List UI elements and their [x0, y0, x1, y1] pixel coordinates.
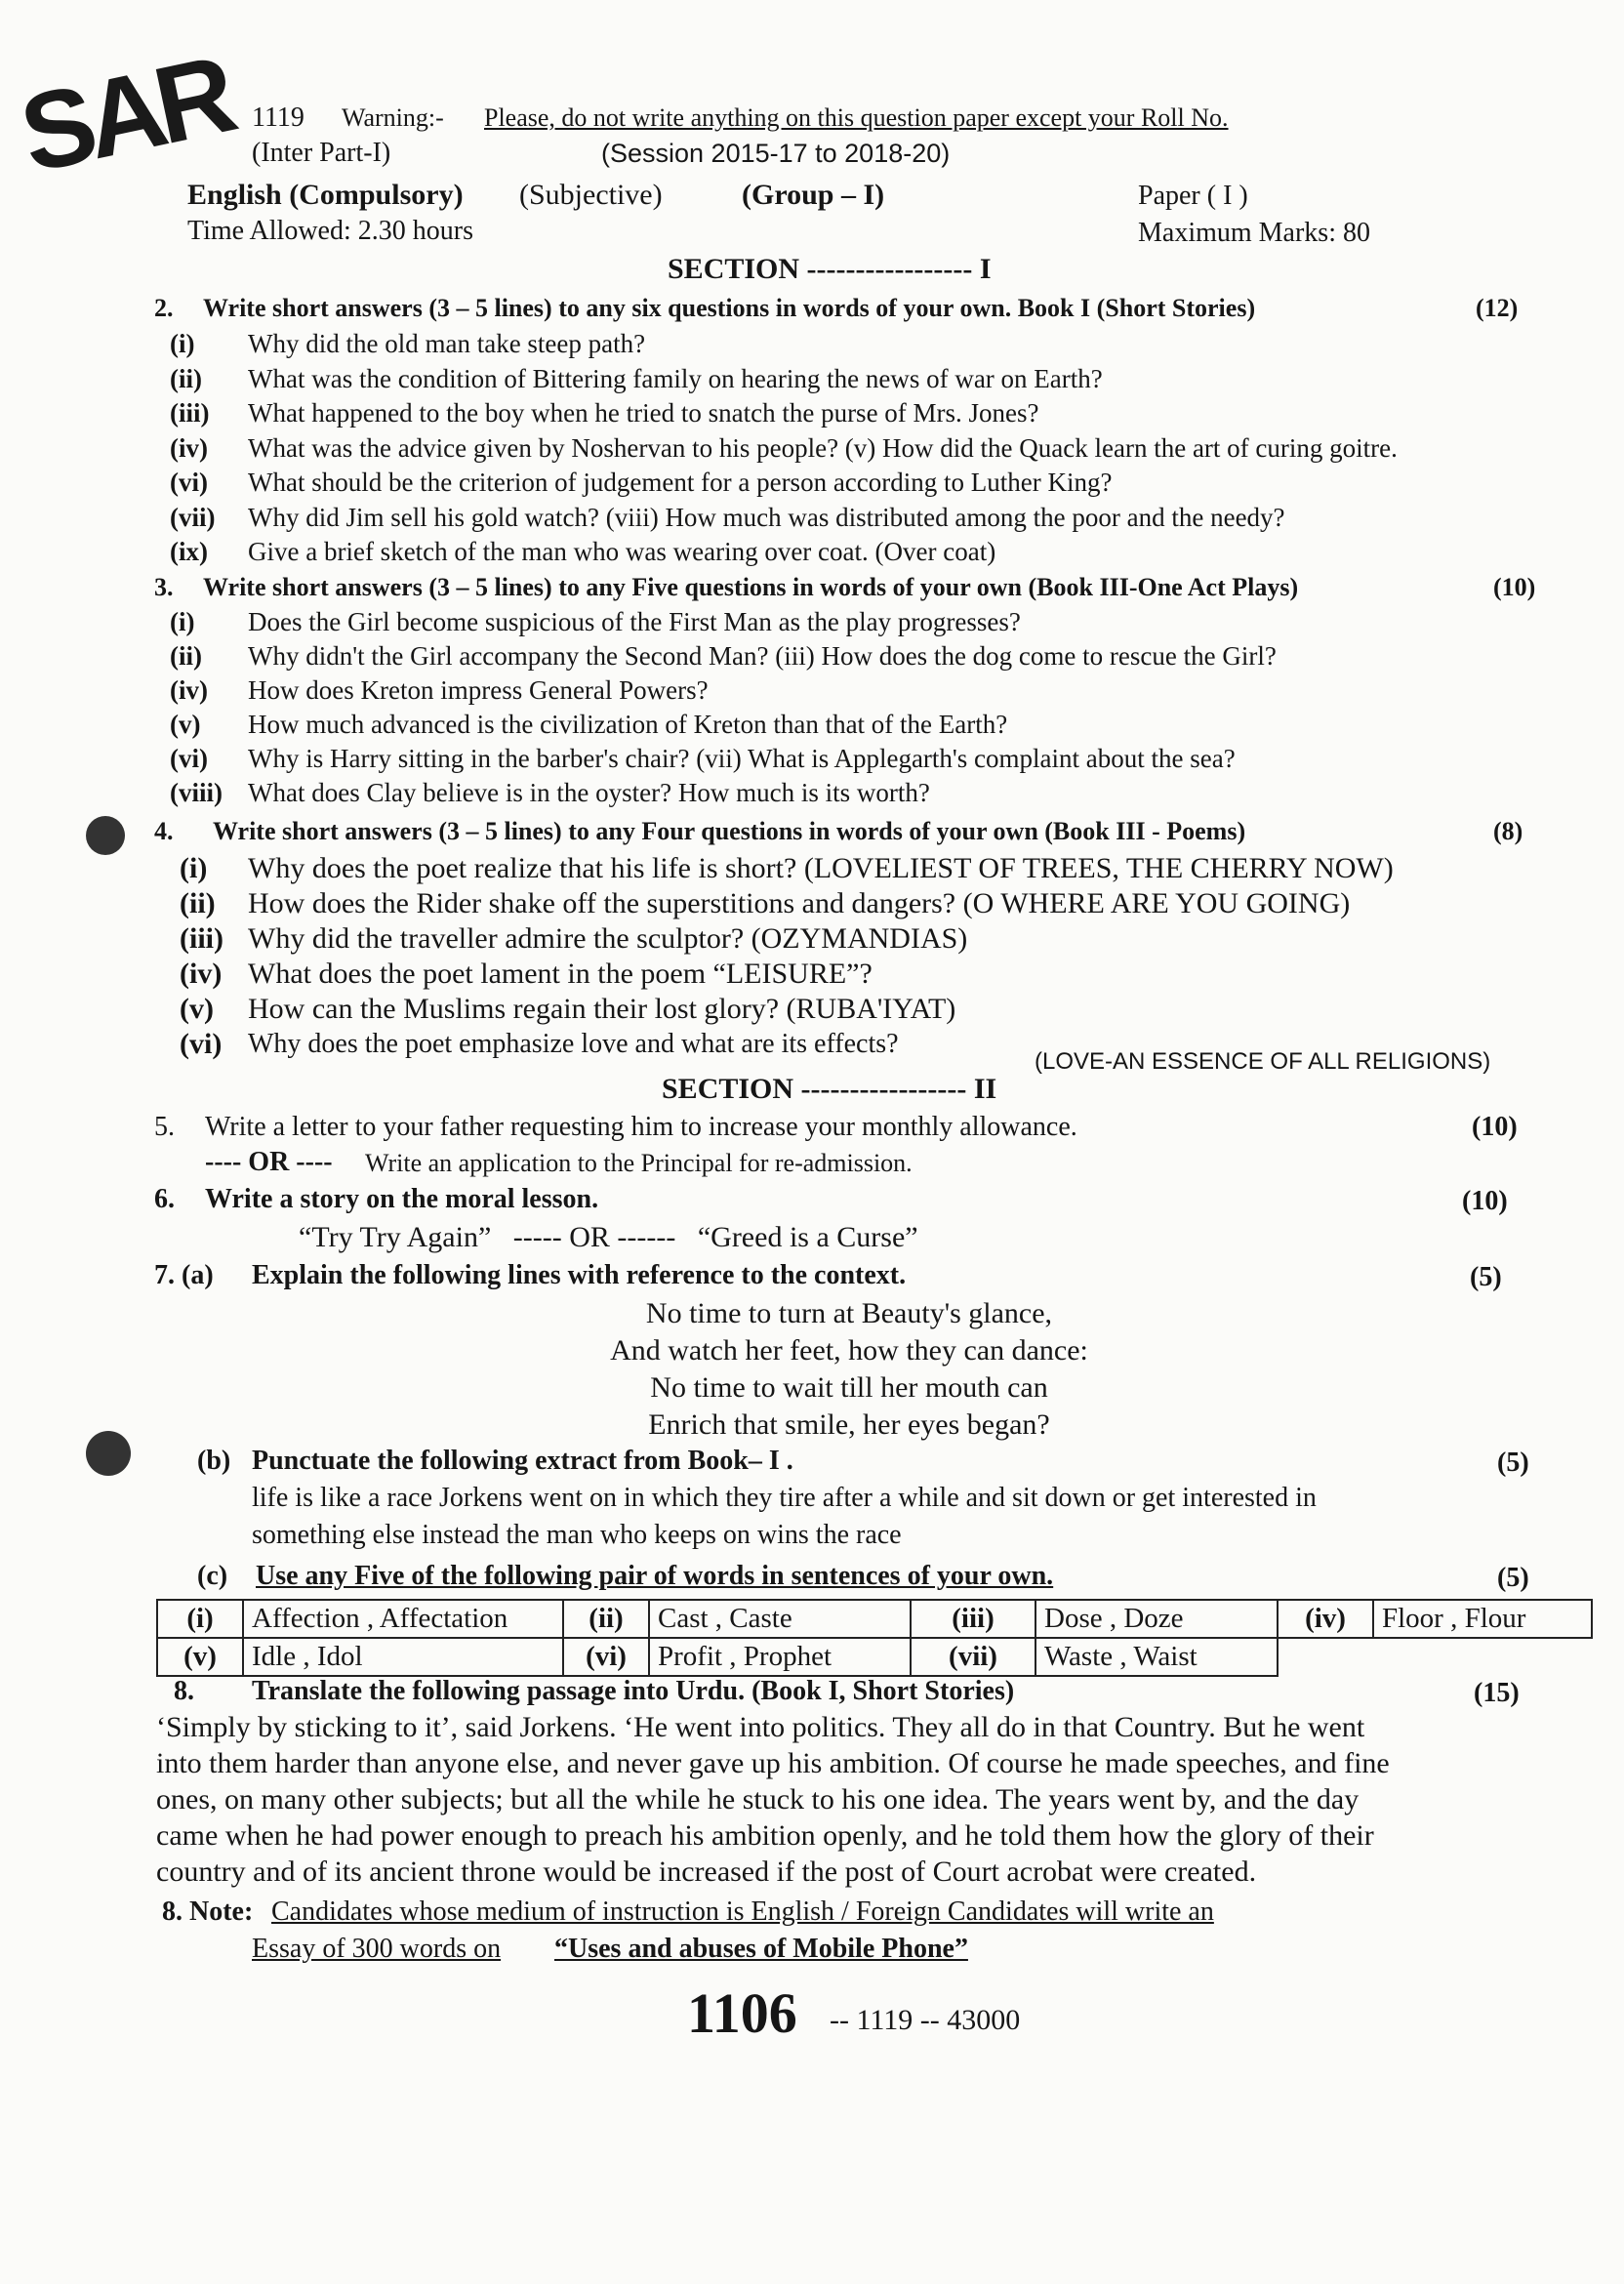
q2-marks: (12): [1476, 294, 1519, 322]
q4-item-number: (iv): [180, 958, 223, 990]
q3-item-text: How does Kreton impress General Powers?: [248, 675, 709, 705]
punch-hole-top: [86, 816, 125, 855]
subject-label: English (Compulsory): [187, 179, 464, 211]
q4-item-text: Why did the traveller admire the sculptor? (OZYMANDIAS): [248, 922, 968, 955]
q4-item-text: Why does the poet realize that his life is short? (LOVELIEST OF TREES, THE CHERRY NOW): [248, 852, 1394, 884]
q2-item-text: What was the advice given by Noshervan to his people? (v) How did the Quack learn the art of curing goitre.: [248, 432, 1398, 463]
q3-item-number: (ii): [170, 641, 202, 671]
q7c-number: (c): [197, 1561, 228, 1591]
q3-item-text: Does the Girl become suspicious of the First Man as the play progresses?: [248, 607, 1021, 636]
word-pair-number: (vi): [563, 1638, 649, 1676]
q4-item-number: (iii): [180, 922, 223, 955]
q7c-title: Use any Five of the following pair of words in sentences of your own.: [256, 1561, 1054, 1591]
q5-marks: (10): [1472, 1112, 1518, 1142]
word-pair-number: (v): [157, 1638, 243, 1676]
q7c-marks: (5): [1497, 1563, 1529, 1593]
poem-line: And watch her feet, how they can dance:: [610, 1334, 1088, 1366]
word-pair-number: (iii): [911, 1600, 1035, 1638]
word-pair-number: (iv): [1278, 1600, 1373, 1638]
q3-item-number: (vi): [170, 744, 208, 773]
q2-item-number: (ii): [170, 363, 202, 393]
q2-item-number: (i): [170, 329, 195, 358]
q5-title: Write a letter to your father requesting him to increase your monthly allowance.: [205, 1112, 1077, 1142]
q4-item-text: (LOVE-AN ESSENCE OF ALL RELIGIONS): [1035, 1048, 1491, 1075]
q3-item-text: Why didn't the Girl accompany the Second Man? (iii) How does the dog come to rescue the Girl?: [248, 641, 1277, 671]
q2-item-number: (vii): [170, 502, 216, 532]
q8-title: Translate the following passage into Urdu. (Book I, Short Stories): [252, 1676, 1015, 1706]
q7b-extract-line1: life is like a race Jorkens went on in which they tire after a while and sit down or get interested in: [252, 1483, 1317, 1513]
q6-marks: (10): [1462, 1186, 1508, 1216]
q3-item-number: (i): [170, 607, 195, 636]
note-line1: Candidates whose medium of instruction is English / Foreign Candidates will write an: [271, 1897, 1214, 1927]
paper-number: Paper ( I ): [1138, 181, 1248, 211]
word-pairs-table: [156, 1599, 1593, 1677]
q4-item-text: What does the poet lament in the poem “LEISURE”?: [248, 958, 873, 990]
passage-line: ones, on many other subjects; but all the while he stuck to his one idea. The years went by, and the day: [156, 1783, 1360, 1815]
q4-marks: (8): [1493, 817, 1523, 845]
q2-item-number: (iv): [170, 432, 208, 463]
q2-item-number: (iii): [170, 398, 210, 428]
section-one-title: SECTION ----------------- I: [668, 253, 992, 285]
q6-number: 6.: [154, 1184, 175, 1214]
word-pair: Idle , Idol: [243, 1638, 563, 1676]
q2-item-text: What should be the criterion of judgement for a person according to Luther King?: [248, 468, 1113, 497]
q4-item-number: (ii): [180, 887, 216, 919]
q7a-title: Explain the following lines with reference to the context.: [252, 1260, 907, 1290]
q4-number: 4.: [154, 817, 174, 845]
q2-item-text: What was the condition of Bittering family on hearing the news of war on Earth?: [248, 363, 1103, 393]
q3-item-number: (iv): [170, 675, 208, 705]
q2-number: 2.: [154, 294, 174, 322]
q3-item-number: (viii): [170, 778, 223, 807]
q7b-title: Punctuate the following extract from Book– I .: [252, 1446, 793, 1476]
q2-item-text: Give a brief sketch of the man who was wearing over coat. (Over coat): [248, 537, 996, 566]
word-pair: Dose , Doze: [1035, 1600, 1278, 1638]
q4-item-number: (i): [180, 852, 208, 884]
note-label: 8. Note:: [162, 1897, 254, 1927]
word-pair: Floor , Flour: [1373, 1600, 1592, 1638]
word-pair-number: (vii): [911, 1638, 1035, 1676]
q5-number: 5.: [154, 1112, 175, 1142]
q4-item-number: (vi): [180, 1028, 223, 1060]
essay-topic: “Uses and abuses of Mobile Phone”: [554, 1934, 968, 1964]
note-line2: Essay of 300 words on: [252, 1934, 502, 1964]
poem-line: No time to wait till her mouth can: [650, 1371, 1048, 1404]
q4-title: Write short answers (3 – 5 lines) to any Four questions in words of your own (Book III - Poems): [213, 817, 1246, 845]
warning-text: Please, do not write anything on this question paper except your Roll No.: [484, 103, 1229, 132]
q8-number: 8.: [174, 1676, 194, 1706]
passage-line: came when he had power enough to preach his ambition openly, and he told them how the glory of their: [156, 1819, 1374, 1852]
q5-alternative: Write an application to the Principal for re-admission.: [365, 1149, 913, 1177]
q4-item-text: How can the Muslims regain their lost glory? (RUBA'IYAT): [248, 993, 956, 1025]
q2-item-text: Why did Jim sell his gold watch? (viii) How much was distributed among the poor and the needy?: [248, 502, 1285, 532]
passage-line: ‘Simply by sticking to it’, said Jorkens. ‘He went into politics. They all do in that Country. But he went: [156, 1711, 1365, 1743]
time-allowed: Time Allowed: 2.30 hours: [187, 216, 473, 246]
paper-code: 1119: [252, 102, 304, 133]
q7a-number: 7. (a): [154, 1260, 214, 1290]
q7a-marks: (5): [1470, 1262, 1502, 1292]
word-pairs-row: [157, 1600, 1592, 1638]
footer-code-rest: -- 1119 -- 43000: [830, 2004, 1021, 2036]
q2-item-text: What happened to the boy when he tried to snatch the purse of Mrs. Jones?: [248, 398, 1039, 428]
passage-line: into them harder than anyone else, and never gave up his ambition. Of course he made speeches, and fine: [156, 1747, 1390, 1779]
q7b-extract-line2: something else instead the man who keeps on wins the race: [252, 1520, 902, 1550]
q3-number: 3.: [154, 573, 174, 601]
q3-item-text: What does Clay believe is in the oyster? How much is its worth?: [248, 778, 930, 807]
q6-options: “Try Try Again” ----- OR ------ “Greed is a Curse”: [299, 1221, 918, 1253]
warning-label: Warning:-: [342, 103, 444, 132]
q8-marks: (15): [1474, 1678, 1520, 1708]
part-label: (Inter Part-I): [252, 138, 391, 168]
footer-code-big: 1106: [687, 1981, 797, 2045]
q6-title: Write a story on the moral lesson.: [205, 1184, 599, 1214]
session-label: (Session 2015-17 to 2018-20): [601, 139, 951, 168]
q4-item-text: How does the Rider shake off the superstitions and dangers? (O WHERE ARE YOU GOING): [248, 887, 1351, 919]
passage-line: country and of its ancient throne would be increased if the post of Court acrobat were created.: [156, 1856, 1257, 1888]
q2-item-text: Why did the old man take steep path?: [248, 329, 646, 358]
q5-or-label: ---- OR ----: [205, 1147, 333, 1177]
q3-marks: (10): [1493, 573, 1536, 601]
maximum-marks: Maximum Marks: 80: [1138, 218, 1370, 248]
q7b-number: (b): [197, 1446, 231, 1476]
q2-title: Write short answers (3 – 5 lines) to any six questions in words of your own. Book I (Short Stories): [203, 294, 1256, 322]
word-pair: Profit , Prophet: [649, 1638, 911, 1676]
q7b-marks: (5): [1497, 1448, 1529, 1478]
q2-item-number: (vi): [170, 468, 208, 497]
q3-title: Write short answers (3 – 5 lines) to any Five questions in words of your own (Book III-One Act Plays): [203, 573, 1299, 601]
word-pair-number: (ii): [563, 1600, 649, 1638]
q4-item-text: Why does the poet emphasize love and what are its effects?: [248, 1029, 899, 1059]
word-pair: Cast , Caste: [649, 1600, 911, 1638]
q4-item-number: (v): [180, 993, 214, 1025]
poem-line: Enrich that smile, her eyes began?: [648, 1408, 1050, 1441]
q3-item-text: Why is Harry sitting in the barber's chair? (vii) What is Applegarth's complaint about the sea?: [248, 744, 1236, 773]
paper-type: (Subjective): [519, 179, 663, 211]
word-pair-number: (i): [157, 1600, 243, 1638]
word-pair: Affection , Affectation: [243, 1600, 563, 1638]
handwritten-stamp: SAR: [10, 32, 239, 196]
word-pairs-row: [157, 1638, 1592, 1676]
group-label: (Group – I): [742, 179, 885, 211]
q3-item-text: How much advanced is the civilization of Kreton than that of the Earth?: [248, 710, 1008, 739]
q3-item-number: (v): [170, 710, 201, 739]
section-two-title: SECTION ----------------- II: [662, 1073, 997, 1105]
word-pair: Waste , Waist: [1035, 1638, 1278, 1676]
q2-item-number: (ix): [170, 537, 208, 566]
poem-line: No time to turn at Beauty's glance,: [645, 1297, 1053, 1329]
